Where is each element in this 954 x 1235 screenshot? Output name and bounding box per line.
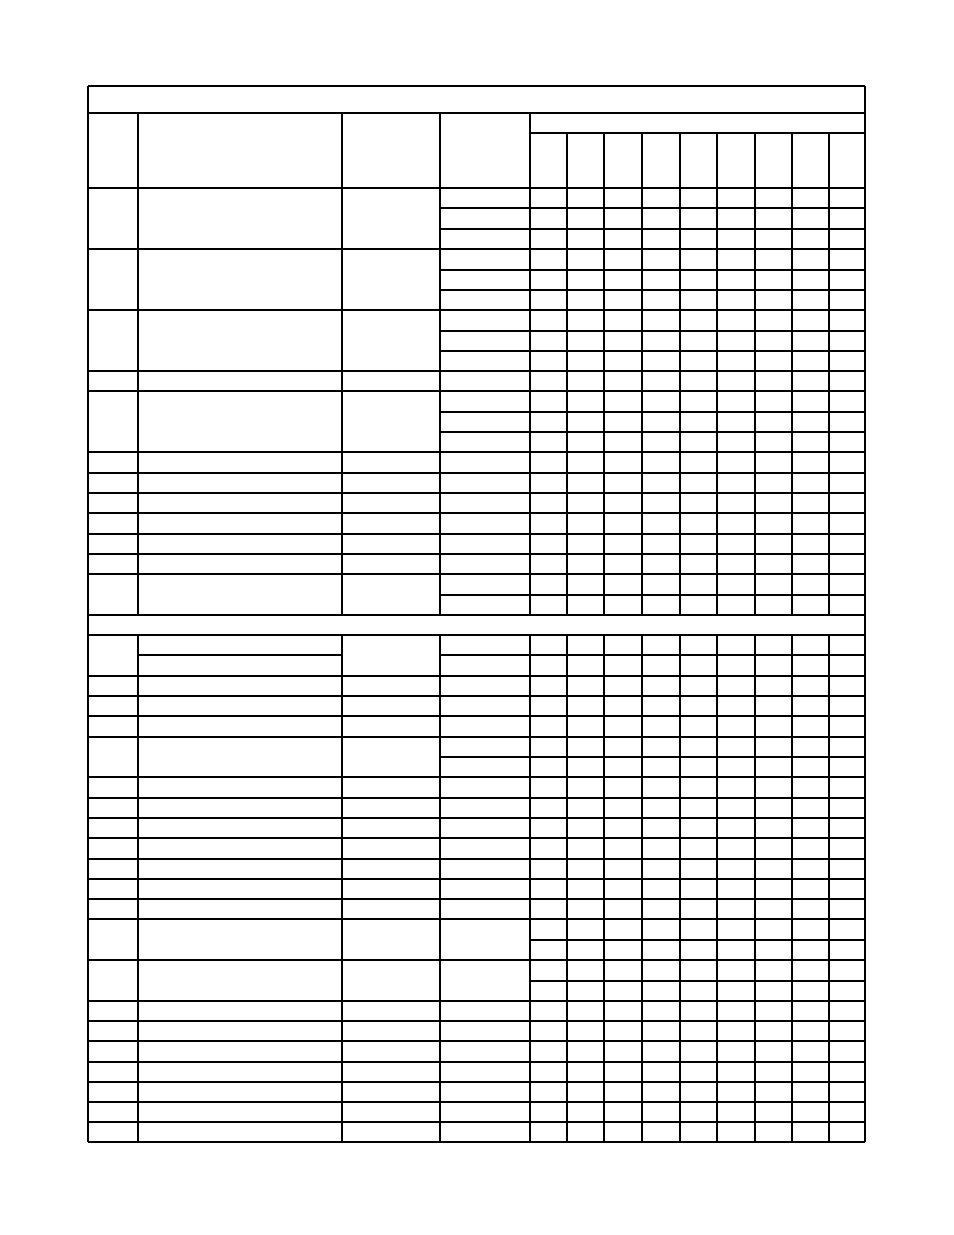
table-grid-lines [88, 86, 865, 1142]
